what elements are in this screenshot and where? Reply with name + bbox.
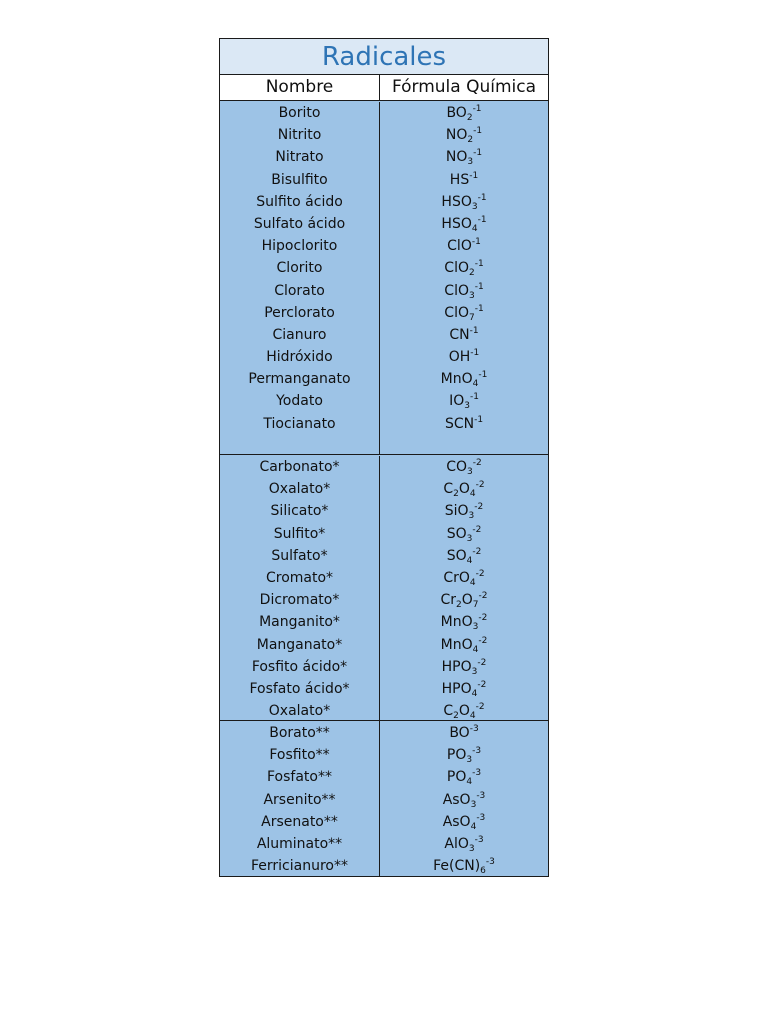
radical-formula [380, 744, 548, 766]
table-row [220, 700, 548, 722]
radical-formula [380, 169, 548, 191]
table-row [220, 744, 548, 766]
table-row [220, 833, 548, 855]
group-rows [220, 101, 548, 435]
radical-name: Manganito* [220, 611, 380, 633]
radical-formula [380, 766, 548, 788]
formula-subscript: 2 [468, 268, 475, 279]
formula-charge: -2 [477, 679, 487, 690]
formula-subscript: 7 [472, 600, 479, 611]
table-row [220, 722, 548, 744]
table-row [220, 589, 548, 611]
formula-subscript: 7 [468, 312, 475, 323]
formula-charge: -3 [485, 857, 495, 868]
radical-formula [380, 346, 548, 368]
table-row [220, 368, 548, 390]
table-row [220, 302, 548, 324]
table-row [220, 766, 548, 788]
radical-formula [380, 235, 548, 257]
group-rows [220, 455, 548, 722]
formula-charge: -3 [474, 834, 484, 845]
group-monovalent [220, 101, 548, 455]
formula-text: ClO [444, 282, 469, 299]
radicales-table [219, 38, 549, 877]
radical-formula [380, 390, 548, 412]
formula-text: BO [446, 105, 467, 121]
radical-formula [380, 102, 548, 124]
radical-name: Fosfato** [220, 766, 380, 788]
formula-text: BO [449, 725, 470, 741]
table-row [220, 500, 548, 522]
formula-subscript: 2 [467, 135, 474, 146]
radical-formula [380, 523, 548, 545]
formula-subscript: 3 [472, 622, 479, 633]
formula-text: C [443, 481, 454, 498]
radical-formula [380, 191, 548, 213]
table-row [220, 235, 548, 257]
formula-subscript: 3 [466, 533, 473, 544]
formula-text: NO [445, 149, 468, 166]
table-row [220, 191, 548, 213]
radical-name: Nitrato [220, 146, 380, 168]
radical-name: Arsenito** [220, 789, 380, 811]
formula-charge: -2 [472, 524, 482, 535]
formula-subscript: 4 [472, 379, 479, 390]
formula-charge: -1 [472, 104, 482, 114]
header-nombre: Nombre [220, 75, 380, 100]
formula-charge: -2 [478, 613, 488, 624]
radical-name: Fosfato ácido* [220, 678, 380, 700]
formula-text: O [458, 481, 470, 498]
radical-formula [380, 257, 548, 279]
formula-charge: -1 [469, 392, 479, 403]
table-row [220, 324, 548, 346]
table-row [220, 523, 548, 545]
table-row [220, 169, 548, 191]
radical-name: Borato** [220, 722, 380, 744]
table-row [220, 213, 548, 235]
radical-name: Hidróxido [220, 346, 380, 368]
header-formula: Fórmula Química [391, 77, 537, 97]
table-title: Radicales [321, 41, 447, 72]
radical-formula [380, 302, 548, 324]
radical-name: Oxalato* [220, 478, 380, 500]
radical-formula [380, 722, 548, 744]
group-rows [220, 721, 548, 877]
formula-subscript: 4 [469, 711, 476, 722]
radical-name: Cromato* [220, 567, 380, 589]
formula-subscript: 4 [469, 489, 476, 500]
formula-charge: -1 [478, 370, 488, 381]
formula-charge: -3 [476, 790, 486, 801]
formula-charge: -2 [478, 635, 488, 646]
radical-formula [380, 456, 548, 478]
formula-text: PO [446, 769, 467, 786]
radical-name: Carbonato* [220, 456, 380, 478]
formula-subscript: 4 [470, 821, 477, 832]
formula-subscript: 4 [471, 223, 478, 234]
formula-text: ClO [444, 260, 469, 277]
formula-text: MnO [440, 614, 473, 631]
group-filler [220, 435, 548, 454]
radical-name: Sulfato* [220, 545, 380, 567]
formula-subscript: 3 [471, 201, 478, 212]
table-row [220, 478, 548, 500]
radical-formula [380, 833, 548, 855]
formula-text: CrO [443, 569, 470, 586]
radical-formula [380, 413, 548, 435]
radical-formula [380, 589, 548, 611]
table-row [220, 146, 548, 168]
table-row [220, 280, 548, 302]
radical-name: Fosfito** [220, 744, 380, 766]
table-row [220, 346, 548, 368]
group-trivalent [220, 721, 548, 876]
radical-name: Bisulfito [220, 169, 380, 191]
formula-charge: -2 [475, 568, 485, 579]
formula-subscript: 3 [468, 843, 475, 854]
formula-subscript: 3 [470, 799, 477, 810]
radical-formula [380, 324, 548, 346]
formula-subscript: 3 [464, 401, 470, 412]
formula-charge: -2 [474, 502, 484, 513]
radical-name: Permanganato [220, 368, 380, 390]
radical-name: Sulfito* [220, 523, 380, 545]
table-row [220, 611, 548, 633]
formula-charge: -1 [477, 214, 487, 225]
formula-charge: -1 [474, 281, 484, 292]
radical-name: Clorato [220, 280, 380, 302]
radical-name: Perclorato [220, 302, 380, 324]
formula-charge: -2 [475, 480, 485, 491]
formula-text: SO [446, 547, 467, 564]
table-row [220, 811, 548, 833]
radical-name: Oxalato* [220, 700, 380, 722]
formula-text: HPO [441, 680, 472, 697]
radical-formula [380, 634, 548, 656]
formula-text: AlO [444, 835, 469, 852]
formula-text: SiO [444, 503, 469, 520]
formula-text: NO [445, 127, 468, 144]
table-row [220, 102, 548, 124]
formula-charge: -2 [475, 702, 485, 713]
radical-name: Fosfito ácido* [220, 656, 380, 678]
formula-text: ClO [444, 304, 469, 321]
formula-charge: -3 [469, 724, 479, 734]
formula-text: PO [446, 747, 467, 764]
radical-formula [380, 545, 548, 567]
formula-charge: -1 [470, 348, 480, 359]
radical-formula [380, 700, 548, 722]
radical-name: Yodato [220, 390, 380, 412]
radical-formula [380, 368, 548, 390]
formula-text: CO [446, 459, 468, 475]
formula-charge: -3 [472, 746, 482, 757]
formula-text: O [461, 592, 473, 609]
formula-text: IO [449, 393, 465, 410]
formula-text: O [458, 703, 470, 720]
formula-charge: -2 [478, 591, 488, 602]
radical-name: Dicromato* [220, 589, 380, 611]
formula-subscript: 4 [466, 777, 473, 788]
formula-subscript: 4 [466, 555, 473, 566]
radical-formula [380, 146, 548, 168]
formula-charge: -1 [474, 414, 484, 425]
formula-charge: -1 [474, 303, 484, 314]
formula-charge: -1 [473, 126, 483, 137]
formula-text: C [443, 703, 454, 720]
formula-text: HSO [441, 193, 472, 210]
formula-charge: -3 [472, 768, 482, 779]
formula-subscript: 3 [466, 755, 473, 766]
formula-charge: -1 [469, 325, 479, 336]
formula-text: AsO [442, 813, 471, 830]
group-divalent [220, 455, 548, 721]
table-row [220, 789, 548, 811]
formula-subscript: 4 [469, 577, 476, 588]
radical-name: Sulfato ácido [220, 213, 380, 235]
formula-text: MnO [440, 636, 473, 653]
radical-formula [380, 124, 548, 146]
radical-formula [380, 678, 548, 700]
radical-name: Clorito [220, 257, 380, 279]
formula-subscript: 2 [456, 600, 462, 611]
formula-charge: -1 [473, 148, 483, 159]
header-row [220, 75, 548, 101]
formula-text: SO [446, 525, 467, 542]
table-row [220, 567, 548, 589]
formula-subscript: 4 [472, 644, 479, 655]
table-row [220, 656, 548, 678]
radical-name: Manganato* [220, 634, 380, 656]
formula-subscript: 3 [467, 467, 473, 477]
radical-name: Borito [220, 102, 380, 124]
radical-name: Tiocianato [220, 413, 380, 435]
formula-charge: -2 [472, 458, 482, 468]
table-row [220, 678, 548, 700]
formula-charge: -1 [477, 192, 487, 203]
table-row [220, 390, 548, 412]
formula-text: SCN [444, 415, 475, 432]
formula-text: HPO [441, 658, 472, 675]
radical-name: Ferricianuro** [220, 855, 380, 877]
formula-subscript: 3 [471, 666, 478, 677]
formula-text: HS [449, 171, 470, 188]
formula-subscript: 6 [480, 866, 486, 877]
radical-formula [380, 789, 548, 811]
formula-charge: -2 [477, 657, 487, 668]
radical-formula [380, 280, 548, 302]
radical-name: Sulfito ácido [220, 191, 380, 213]
table-row [220, 124, 548, 146]
table-row [220, 634, 548, 656]
radical-formula [380, 478, 548, 500]
formula-subscript: 2 [466, 113, 473, 123]
formula-text: Cr [440, 592, 457, 609]
formula-text: AsO [442, 791, 471, 808]
formula-subscript: 3 [468, 290, 475, 301]
formula-subscript: 2 [453, 489, 459, 500]
formula-text: Fe(CN) [433, 858, 481, 875]
radical-name: Silicato* [220, 500, 380, 522]
radical-formula [380, 656, 548, 678]
formula-text: ClO [447, 238, 472, 255]
table-row [220, 545, 548, 567]
table-row [220, 456, 548, 478]
radical-name: Aluminato** [220, 833, 380, 855]
radical-formula [380, 567, 548, 589]
formula-charge: -1 [474, 259, 484, 270]
radical-name: Cianuro [220, 324, 380, 346]
radical-formula [380, 855, 548, 877]
formula-charge: -3 [476, 812, 486, 823]
formula-text: OH [448, 349, 471, 366]
table-row [220, 413, 548, 435]
radical-name: Arsenato** [220, 811, 380, 833]
formula-subscript: 4 [471, 688, 478, 699]
radical-formula [380, 811, 548, 833]
radical-formula [380, 611, 548, 633]
formula-charge: -2 [472, 546, 482, 557]
formula-charge: -1 [471, 237, 481, 248]
table-row [220, 257, 548, 279]
radical-formula [380, 500, 548, 522]
radical-name: Hipoclorito [220, 235, 380, 257]
formula-text: CN [449, 326, 470, 343]
radical-formula [380, 213, 548, 235]
radical-name: Nitrito [220, 124, 380, 146]
formula-charge: -1 [469, 170, 479, 181]
title-row [220, 39, 548, 75]
formula-text: HSO [441, 215, 472, 232]
formula-text: MnO [440, 371, 473, 388]
formula-subscript: 3 [467, 157, 474, 168]
formula-subscript: 3 [468, 511, 475, 522]
table-row [220, 855, 548, 877]
formula-subscript: 2 [453, 711, 459, 722]
